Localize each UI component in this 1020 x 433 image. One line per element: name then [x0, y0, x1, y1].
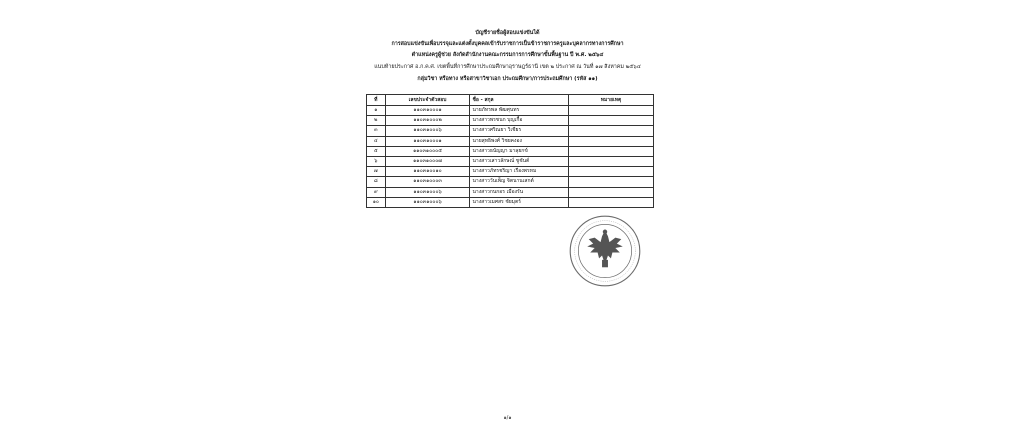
table-row: [367, 156, 654, 166]
cell-exam-id: ๑๑๐๓๑๐๐๐๑: [385, 136, 470, 146]
cell-exam-id: ๑๑๐๓๑๐๐๐๖: [385, 197, 470, 207]
table-row: [367, 177, 654, 187]
cell-exam-id: ๑๑๐๓๑๐๐๐๑: [385, 106, 470, 116]
cell-no: ๒: [367, 116, 386, 126]
cell-exam-id: ๑๑๐๓๑๐๐๑๐: [385, 167, 470, 177]
col-header-id: เลขประจำตัวสอบ: [385, 95, 470, 106]
cell-no: ๙: [367, 187, 386, 197]
cell-remark: [568, 106, 653, 116]
cell-no: ๗: [367, 167, 386, 177]
col-header-remark: หมายเหตุ: [568, 95, 653, 106]
cell-no: ๓: [367, 126, 386, 136]
cell-no: ๑๐: [367, 197, 386, 207]
cell-name: นางสาวธนัญญา มาลุยกข์: [470, 146, 568, 156]
cell-no: ๕: [367, 146, 386, 156]
table-row: [367, 106, 654, 116]
cell-no: ๑: [367, 106, 386, 116]
cell-name: นางสาวเสาวลักษณ์ ชูชันต์: [470, 156, 568, 166]
cell-remark: [568, 146, 653, 156]
cell-name: นายสุทธิพงศ์ วิชยคงอง: [470, 136, 568, 146]
cell-remark: [568, 187, 653, 197]
cell-exam-id: ๑๑๐๓๑๐๐๐๗: [385, 156, 470, 166]
results-table: [366, 94, 654, 208]
table-row: [367, 146, 654, 156]
cell-exam-id: ๑๑๐๓๑๐๐๐๖: [385, 187, 470, 197]
col-header-no: ที่: [367, 95, 386, 106]
cell-remark: [568, 197, 653, 207]
cell-remark: [568, 167, 653, 177]
table-header-row: [367, 95, 654, 106]
table-row: [367, 116, 654, 126]
doc-title: บัญชีรายชื่อผู้สอบแข่งขันได้: [475, 30, 540, 36]
col-header-name: ชื่อ - สกุล: [470, 95, 568, 106]
doc-subtitle-1: การสอบแข่งขันเพื่อบรรจุและแต่งตั้งบุคคลเข้ารับราชการเป็นข้าราชการครูและบุคลากรทางการศึกษา: [391, 41, 624, 47]
cell-name: นางสาวกนกอร เมืองรัน: [470, 187, 568, 197]
document-page: [350, 14, 665, 419]
cell-name: นางสาวพรชนก บุญเกื้อ: [470, 116, 568, 126]
cell-name: นางสาววันเพ็ญ จิตนานเสกต์: [470, 177, 568, 187]
table-row: [367, 187, 654, 197]
table-row: [367, 197, 654, 207]
page-number: ๑/๑: [503, 415, 512, 421]
doc-subtitle-3: แนบท้ายประกาศ อ.ก.ค.ศ. เขตพื้นที่การศึกษาประถมศึกษาอุราษฎร์ธานี เขต ๒ ประกาศ ณ วันที่ ๑๗ สิงหาคม ๒๕๖๔: [374, 64, 641, 70]
cell-name: นางสาวศริณยา วิเชียร: [470, 126, 568, 136]
table-row: [367, 126, 654, 136]
garuda-seal-icon: [568, 214, 642, 288]
cell-exam-id: ๑๑๐๓๑๐๐๐๖: [385, 126, 470, 136]
cell-no: ๖: [367, 156, 386, 166]
cell-name: นางสาวภัทรชริญา เรืองพรหม: [470, 167, 568, 177]
cell-exam-id: ๑๑๐๓๑๐๐๐๕: [385, 146, 470, 156]
cell-remark: [568, 126, 653, 136]
table-row: [367, 167, 654, 177]
cell-name: นายภัทรพล พัฒศุนทร: [470, 106, 568, 116]
cell-name: นางสาวเมศสร ชัยมุตร์: [470, 197, 568, 207]
cell-remark: [568, 136, 653, 146]
doc-subtitle-2: ตำแหน่งครูผู้ช่วย สังกัดสำนักงานคณะกรรมการการศึกษาขั้นพื้นฐาน ปี พ.ศ. ๒๕๖๔: [411, 52, 604, 58]
table-body: [367, 106, 654, 208]
cell-remark: [568, 116, 653, 126]
cell-exam-id: ๑๑๐๓๑๐๐๐๓: [385, 177, 470, 187]
cell-exam-id: ๑๑๐๓๑๐๐๐๒: [385, 116, 470, 126]
cell-remark: [568, 156, 653, 166]
table-row: [367, 136, 654, 146]
cell-remark: [568, 177, 653, 187]
doc-subtitle-4: กลุ่มวิชา หรือทาง หรือสาขาวิชาเอก ประถมศึกษา/การประถมศึกษา (รหัส ๑๑): [417, 76, 598, 82]
cell-no: ๔: [367, 136, 386, 146]
cell-no: ๘: [367, 177, 386, 187]
